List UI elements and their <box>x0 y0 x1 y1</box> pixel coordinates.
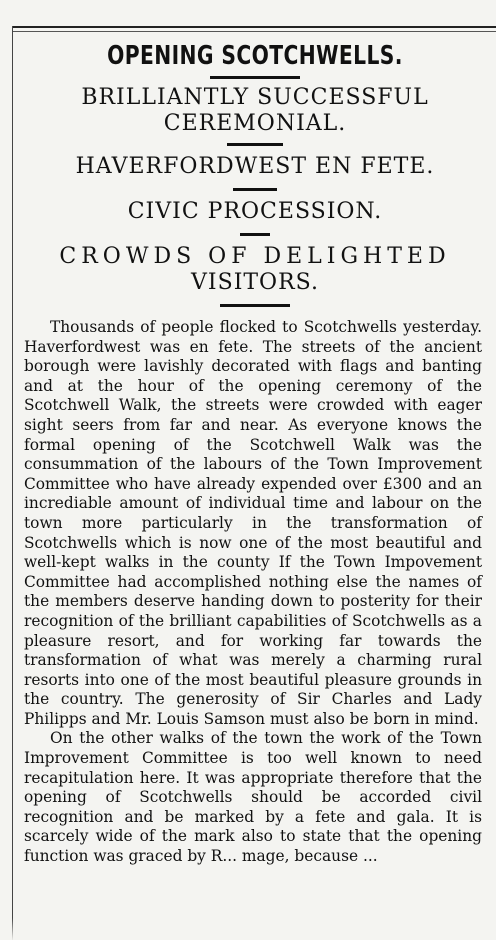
deck-divider-2 <box>233 188 277 191</box>
main-headline: OPENING SCOTCHWELLS. <box>107 41 403 71</box>
headline-block <box>14 38 496 307</box>
deck-1-line-1: BRILLIANTLY SUCCESSFUL <box>81 85 429 110</box>
deck-divider-1 <box>227 143 283 146</box>
torn-edge-fade <box>12 918 496 940</box>
deck-divider-4 <box>220 304 290 307</box>
deck-2: HAVERFORDWEST EN FETE. <box>75 154 435 179</box>
article-body <box>24 318 482 867</box>
deck-1-line-2: CEREMONIAL. <box>163 111 347 136</box>
paragraph-1: Thousands of people flocked to Scotchwells yesterday. Haverfordwest was en fete. The streets of the ancient borough were lavishly decorated with flags and banting and at the hour of the opening ceremony of the Scotchwell Walk, the streets were crowded with eager sight seers from far and near. As everyone knows the formal opening of the Scotchwell Walk was the consummation of the labours of the Town Improvement Committee who have already expended over £300 and an incrediable amount of individual time and labour on the town more particularly in the transformation of Scotchwells which is now one of the most beautiful and well-kept walks in the county If the Town Impovement Committee had accomplished nothing else the names of the members deserve handing down to posterity for their recognition of the brilliant capabilities of Scotchwells as a pleasure resort, and for working far towards the transformation of what was merely a charming rural resorts into one of the most beautiful pleasure grounds in the country. The generosity of Sir Charles and Lady Philipps and Mr. Louis Samson must also be born in mind. <box>24 318 482 728</box>
top-rule <box>12 26 496 28</box>
paragraph-2: On the other walks of the town the work of the Town Improvement Committee is too well known to need recapitulation here. It was appropriate therefore that the opening of Scotchwells should be accorded civil recognition and be marked by a fete and gala. It is scarcely wide of the mark also to state that the opening function was graced by R... mage, because ... <box>24 729 482 866</box>
top-rule-thin <box>12 31 496 32</box>
deck-divider-3 <box>240 233 270 236</box>
deck-3: CIVIC PROCESSION. <box>127 199 383 224</box>
deck-4-line-2: VISITORS. <box>191 270 319 295</box>
column-rule <box>12 26 13 940</box>
deck-4-line-1: CROWDS OF DELIGHTED <box>59 244 451 269</box>
headline-divider <box>210 76 300 79</box>
